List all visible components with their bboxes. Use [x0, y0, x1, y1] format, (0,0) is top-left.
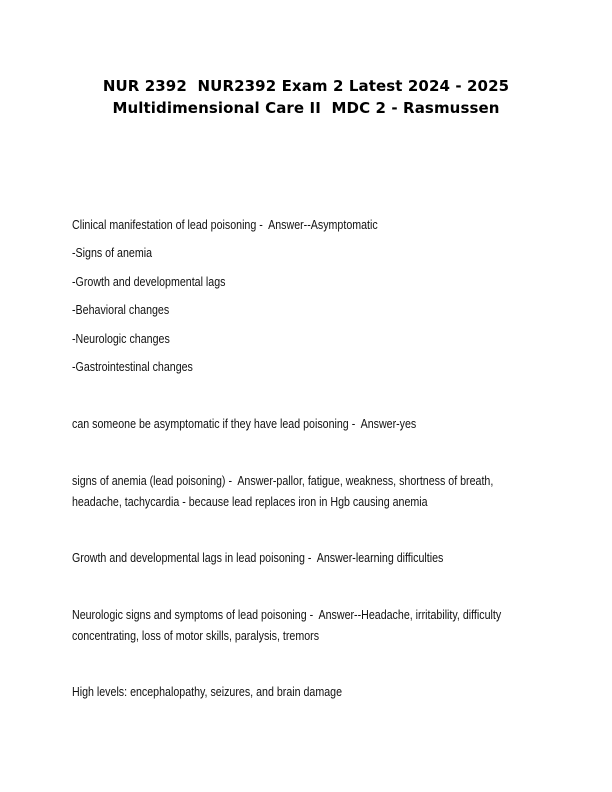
flashcard-line: Growth and developmental lags in lead poisoning - Answer-learning difficulties — [72, 550, 444, 565]
flashcard-line: -Behavioral changes — [72, 302, 170, 317]
flashcard-line: headache, tachycardia - because lead replaces iron in Hgb causing anemia — [72, 494, 428, 509]
flashcard-line: can someone be asymptomatic if they have lead poisoning - Answer-yes — [72, 416, 417, 431]
flashcard-line: -Gastrointestinal changes — [72, 359, 193, 374]
document-title-line-1: NUR 2392 NUR2392 Exam 2 Latest 2024 - 2025 — [102, 77, 510, 95]
flashcard-line: High levels: encephalopathy, seizures, and brain damage — [72, 684, 343, 699]
flashcard-line: Neurologic signs and symptoms of lead poisoning - Answer--Headache, irritability, difficulty — [72, 607, 502, 622]
flashcard-line: -Growth and developmental lags — [72, 274, 226, 289]
flashcard-line: Clinical manifestation of lead poisoning - Answer--Asymptomatic — [72, 217, 378, 232]
flashcard-line: signs of anemia (lead poisoning) - Answer-pallor, fatigue, weakness, shortness of breath, — [72, 473, 494, 488]
flashcard-line: concentrating, loss of motor skills, paralysis, tremors — [72, 628, 320, 643]
document-title-line-2: Multidimensional Care II MDC 2 - Rasmussen — [112, 99, 500, 117]
flashcard-line: -Signs of anemia — [72, 245, 153, 260]
flashcard-line: -Neurologic changes — [72, 331, 170, 346]
